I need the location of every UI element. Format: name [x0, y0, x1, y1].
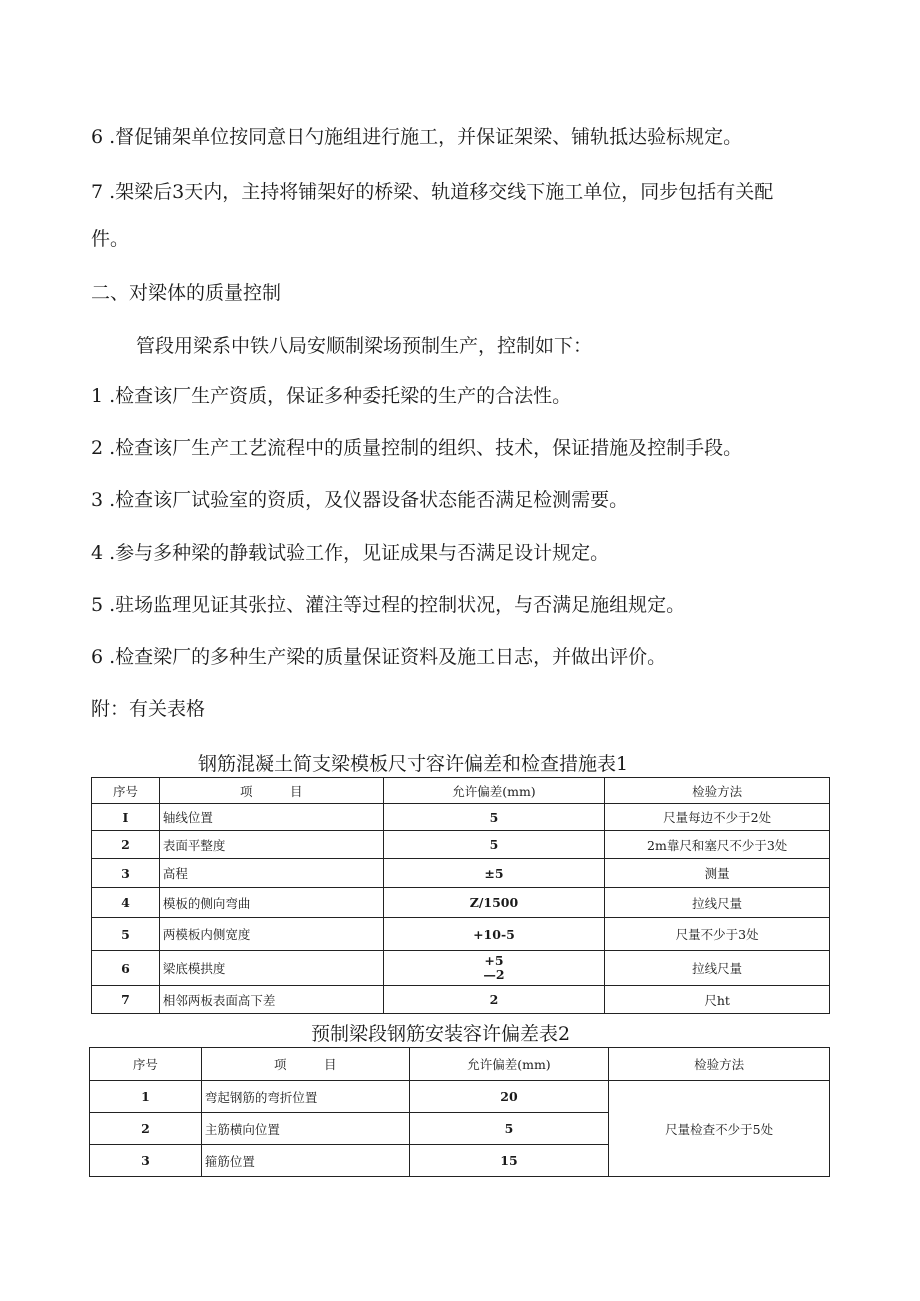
table-header-row [92, 778, 830, 804]
cell-no: 2 [92, 831, 160, 859]
header-cell: 序号 [90, 1048, 202, 1081]
table-row [92, 804, 830, 831]
cell-no: 5 [92, 918, 160, 951]
cell-tolerance [383, 951, 605, 986]
list-item: 2 .检查该厂生产工艺流程中的质量控制的组织、技术，保证措施及控制手段。 [91, 437, 743, 459]
cell-no: 6 [92, 951, 160, 986]
list-item: 1 .检查该厂生产资质，保证多种委托梁的生产的合法性。 [91, 385, 572, 407]
table-row [92, 986, 830, 1014]
table-row [90, 1081, 830, 1113]
cell-tolerance: 20 [409, 1081, 609, 1113]
table1 [91, 777, 830, 1014]
cell-method: 尺量不少于3处 [605, 918, 830, 951]
cell-item: 相邻两板表面高下差 [159, 986, 383, 1014]
cell-no: 2 [90, 1113, 202, 1145]
tolerance-lower: —2 [483, 967, 505, 982]
section-heading: 二、对梁体的质量控制 [91, 282, 282, 304]
cell-method: 尺量每边不少于2处 [605, 804, 830, 831]
header-cell: 项 目 [201, 1048, 409, 1081]
cell-tolerance: ±5 [383, 859, 605, 888]
table-row [92, 918, 830, 951]
table-row [92, 951, 830, 986]
paragraph-item-7-cont: 件。 [91, 228, 130, 250]
cell-tolerance: 5 [383, 831, 605, 859]
table-row [92, 859, 830, 888]
paragraph-item-6: 6 .督促铺架单位按同意日勺施组进行施工，并保证架梁、铺轨抵达验标规定。 [91, 126, 743, 148]
table-row [92, 831, 830, 859]
table2 [89, 1047, 830, 1177]
cell-tolerance: 15 [409, 1145, 609, 1177]
cell-method: 尺ht [605, 986, 830, 1014]
list-item: 3 .检查该厂试验室的资质，及仪器设备状态能否满足检测需要。 [91, 489, 629, 511]
table-header-row [90, 1048, 830, 1081]
cell-item: 模板的侧向弯曲 [159, 888, 383, 918]
cell-method-merged: 尺量检查不少于5处 [609, 1081, 830, 1177]
cell-method: 拉线尺量 [605, 951, 830, 986]
cell-item: 主筋横向位置 [201, 1113, 409, 1145]
header-cell: 允许偏差(mm) [383, 778, 605, 804]
cell-method: 2m靠尺和塞尺不少于3处 [605, 831, 830, 859]
cell-tolerance: +10-5 [383, 918, 605, 951]
table2-caption: 预制梁段钢筋安装容许偏差表2 [311, 1023, 571, 1045]
cell-tolerance: 2 [383, 986, 605, 1014]
cell-no: 1 [90, 1081, 202, 1113]
intro-paragraph: 管段用梁系中铁八局安顺制梁场预制生产，控制如下： [136, 335, 593, 357]
list-item: 6 .检查梁厂的多种生产梁的质量保证资料及施工日志，并做出评价。 [91, 646, 667, 668]
cell-item: 两模板内侧宽度 [159, 918, 383, 951]
paragraph-item-7: 7 .架梁后3天内，主持将铺架好的桥梁、轨道移交线下施工单位，同步包括有关配 [91, 181, 774, 203]
cell-item: 高程 [159, 859, 383, 888]
tolerance-upper: +5 [484, 953, 504, 968]
cell-item: 轴线位置 [159, 804, 383, 831]
cell-tolerance: 5 [383, 804, 605, 831]
table1-caption: 钢筋混凝土简支梁模板尺寸容许偏差和检查措施表1 [198, 753, 629, 775]
cell-item: 箍筋位置 [201, 1145, 409, 1177]
table-row [92, 888, 830, 918]
list-item: 5 .驻场监理见证其张拉、灌注等过程的控制状况，与否满足施组规定。 [91, 594, 686, 616]
cell-tolerance: Z/1500 [383, 888, 605, 918]
cell-no: I [92, 804, 160, 831]
cell-method: 测量 [605, 859, 830, 888]
cell-no: 3 [90, 1145, 202, 1177]
cell-item: 弯起钢筋的弯折位置 [201, 1081, 409, 1113]
list-item: 4 .参与多种梁的静载试验工作，见证成果与否满足设计规定。 [91, 542, 610, 564]
cell-no: 4 [92, 888, 160, 918]
cell-no: 7 [92, 986, 160, 1014]
cell-item: 表面平整度 [159, 831, 383, 859]
header-cell: 序号 [92, 778, 160, 804]
cell-method: 拉线尺量 [605, 888, 830, 918]
header-cell: 项 目 [159, 778, 383, 804]
cell-item: 梁底模拱度 [159, 951, 383, 986]
header-cell: 检验方法 [609, 1048, 830, 1081]
attachment-label: 附：有关表格 [91, 698, 206, 720]
cell-no: 3 [92, 859, 160, 888]
cell-tolerance: 5 [409, 1113, 609, 1145]
header-cell: 允许偏差(mm) [409, 1048, 609, 1081]
header-cell: 检验方法 [605, 778, 830, 804]
